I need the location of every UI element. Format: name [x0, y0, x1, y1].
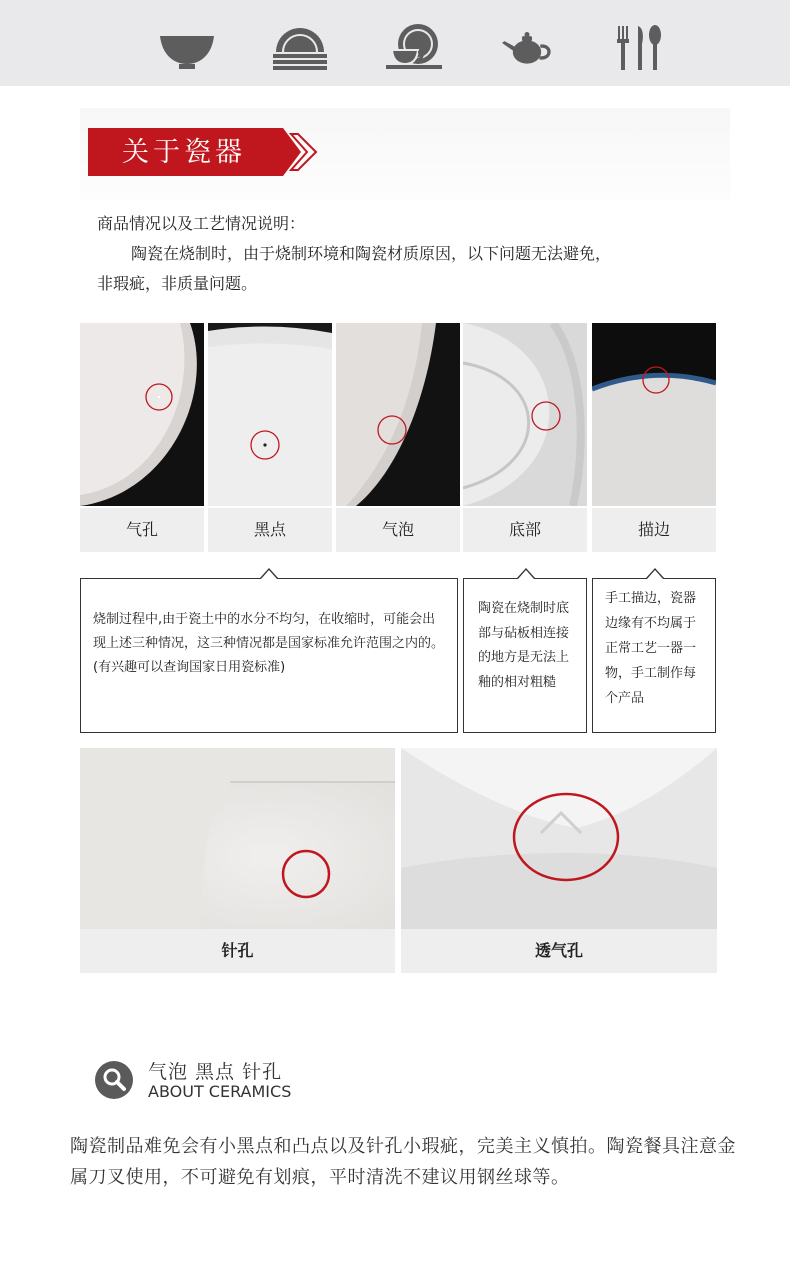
photo-bubble [336, 323, 460, 506]
note-firing-text: 烧制过程中,由于瓷土中的水分不均匀，在收缩时，可能会出现上述三种情况，这三种情况都是国家标准允许范围之内的。 [93, 612, 445, 651]
about-title: 气泡 黑点 针孔 [148, 1061, 283, 1083]
photo-air-hole [80, 323, 204, 506]
caption-air-hole: 气孔 [80, 508, 204, 552]
bowl-icon [157, 22, 217, 72]
about-subtitle: ABOUT CERAMICS [148, 1082, 292, 1101]
caption-bottom: 底部 [463, 508, 587, 552]
photo-vent-hole [401, 748, 717, 929]
photo-pinhole [80, 748, 395, 929]
photo-edge [592, 323, 716, 506]
caption-bubble: 气泡 [336, 508, 460, 552]
teapot-icon [497, 22, 557, 72]
intro-line: 陶瓷在烧制时，由于烧制环境和陶瓷材质原因，以下问题无法避免， [131, 244, 612, 263]
note-bottom [463, 578, 587, 733]
care-notice: 陶瓷制品难免会有小黑点和凸点以及针孔小瑕疵，完美主义慎拍。陶瓷餐具注意金属刀叉使用，不可避免有划痕，平时清洗不建议用钢丝球等。 [70, 1136, 736, 1188]
caption-vent-hole: 透气孔 [401, 929, 717, 973]
caption-black-dot: 黑点 [208, 508, 332, 552]
note-bottom-text: 陶瓷在烧制时底部与砧板相连接的地方是无法上釉的相对粗糙 [478, 601, 570, 690]
category-icon-bar [0, 0, 790, 86]
intro-text [97, 209, 737, 299]
note-firing-hint: (有兴趣可以查询国家日用瓷标准) [93, 660, 286, 675]
note-firing [80, 578, 458, 733]
caption-edge: 描边 [592, 508, 716, 552]
intro-heading: 商品情况以及工艺情况说明： [97, 214, 306, 233]
photo-bottom [463, 323, 587, 506]
stacked-plates-icon [270, 22, 330, 72]
section-title: 关于瓷器 [122, 137, 246, 168]
cutlery-icon [610, 22, 670, 72]
cup-and-plates-icon [384, 22, 444, 72]
search-icon [95, 1061, 133, 1099]
caption-pinhole: 针孔 [80, 929, 395, 973]
note-edge-text: 手工描边，瓷器边缘有不均属于正常工艺一器一物，手工制作每个产品 [605, 591, 697, 706]
note-edge [592, 578, 716, 733]
intro-line: 非瑕疵，非质量问题。 [97, 274, 258, 293]
photo-black-dot [208, 323, 332, 506]
